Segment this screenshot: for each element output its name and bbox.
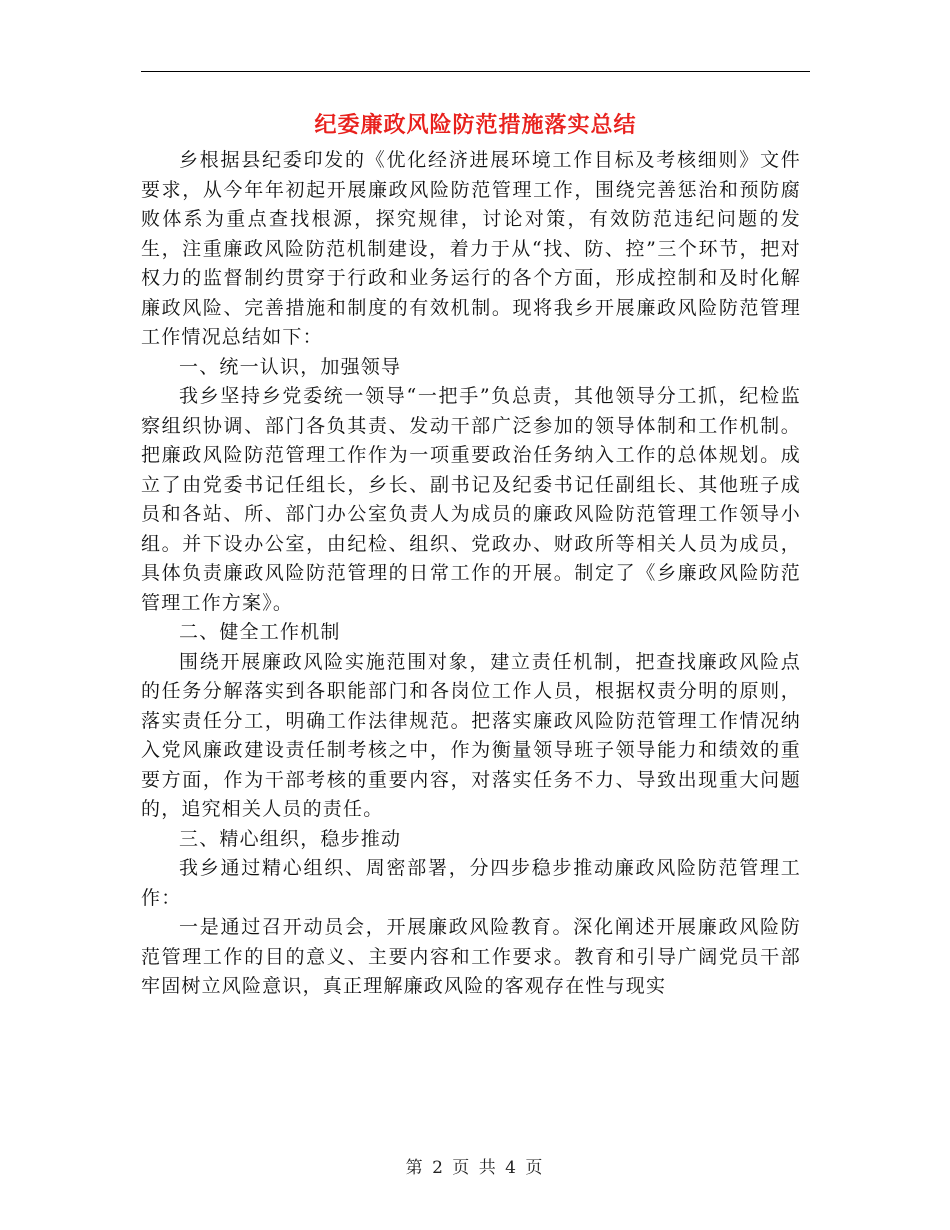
total-pages-number: 4: [505, 1158, 518, 1178]
paragraph-step-1: 一是通过召开动员会，开展廉政风险教育。深化阐述开展廉政风险防范管理工作的目的意义、主要内容和工作要求。教育和引导广阔党员干部牢固树立风险意识，真正理解廉政风险的客观存在性与现实: [141, 916, 801, 997]
page-footer: [0, 1153, 950, 1178]
paragraph-intro: 乡根据县纪委印发的《优化经济进展环境工作目标及考核细则》文件要求，从今年年初起开展廉政风险防范管理工作，围绕完善惩治和预防腐败体系为重点查找根源，探究规律，讨论对策，有效防范违纪问题的发生，注重廉政风险防范机制建设，着力于从“找、防、控”三个环节，把对权力的监督制约贯穿于行政和业务运行的各个方面，形成控制和及时化解廉政风险、完善措施和制度的有效机制。现将我乡开展廉政风险防范管理工作情况总结如下：: [141, 149, 801, 348]
footer-suffix: 页: [525, 1158, 545, 1178]
header-rule: [141, 71, 810, 72]
footer-middle: 页 共: [452, 1158, 498, 1178]
paragraph-section-2: 围绕开展廉政风险实施范围对象，建立责任机制，把查找廉政风险点的任务分解落实到各职能部门和各岗位工作人员，根据权责分明的原则，落实责任分工，明确工作法律规范。把落实廉政风险防范管理工作情况纳入党风廉政建设责任制考核之中，作为衡量领导班子领导能力和绩效的重要方面，作为干部考核的重要内容，对落实任务不力、导致出现重大问题的，追究相关人员的责任。: [141, 650, 801, 820]
section-heading-1: 一、统一认识，加强领导: [179, 355, 402, 378]
paragraph-section-1: 我乡坚持乡党委统一领导“一把手”负总责，其他领导分工抓，纪检监察组织协调、部门各负其责、发动干部广泛参加的领导体制和工作机制。把廉政风险防范管理工作作为一项重要政治任务纳入工作的总体规划。成立了由党委书记任组长，乡长、副书记及纪委书记任副组长、其他班子成员和各站、所、部门办公室负责人为成员的廉政风险防范管理工作领导小组。并下设办公室，由纪检、组织、党政办、财政所等相关人员为成员，具体负责廉政风险防范管理的日常工作的开展。制定了《乡廉政风险防范管理工作方案》。: [141, 385, 801, 614]
current-page-number: 2: [432, 1158, 445, 1178]
document-body: [141, 146, 801, 1002]
paragraph-section-3: 我乡通过精心组织、周密部署，分四步稳步推动廉政风险防范管理工作：: [141, 857, 801, 909]
section-heading-2: 二、健全工作机制: [179, 621, 341, 643]
document-title: 纪委廉政风险防范措施落实总结: [314, 112, 637, 138]
footer-prefix: 第: [405, 1158, 425, 1178]
section-heading-3: 三、精心组织，稳步推动: [179, 827, 402, 850]
